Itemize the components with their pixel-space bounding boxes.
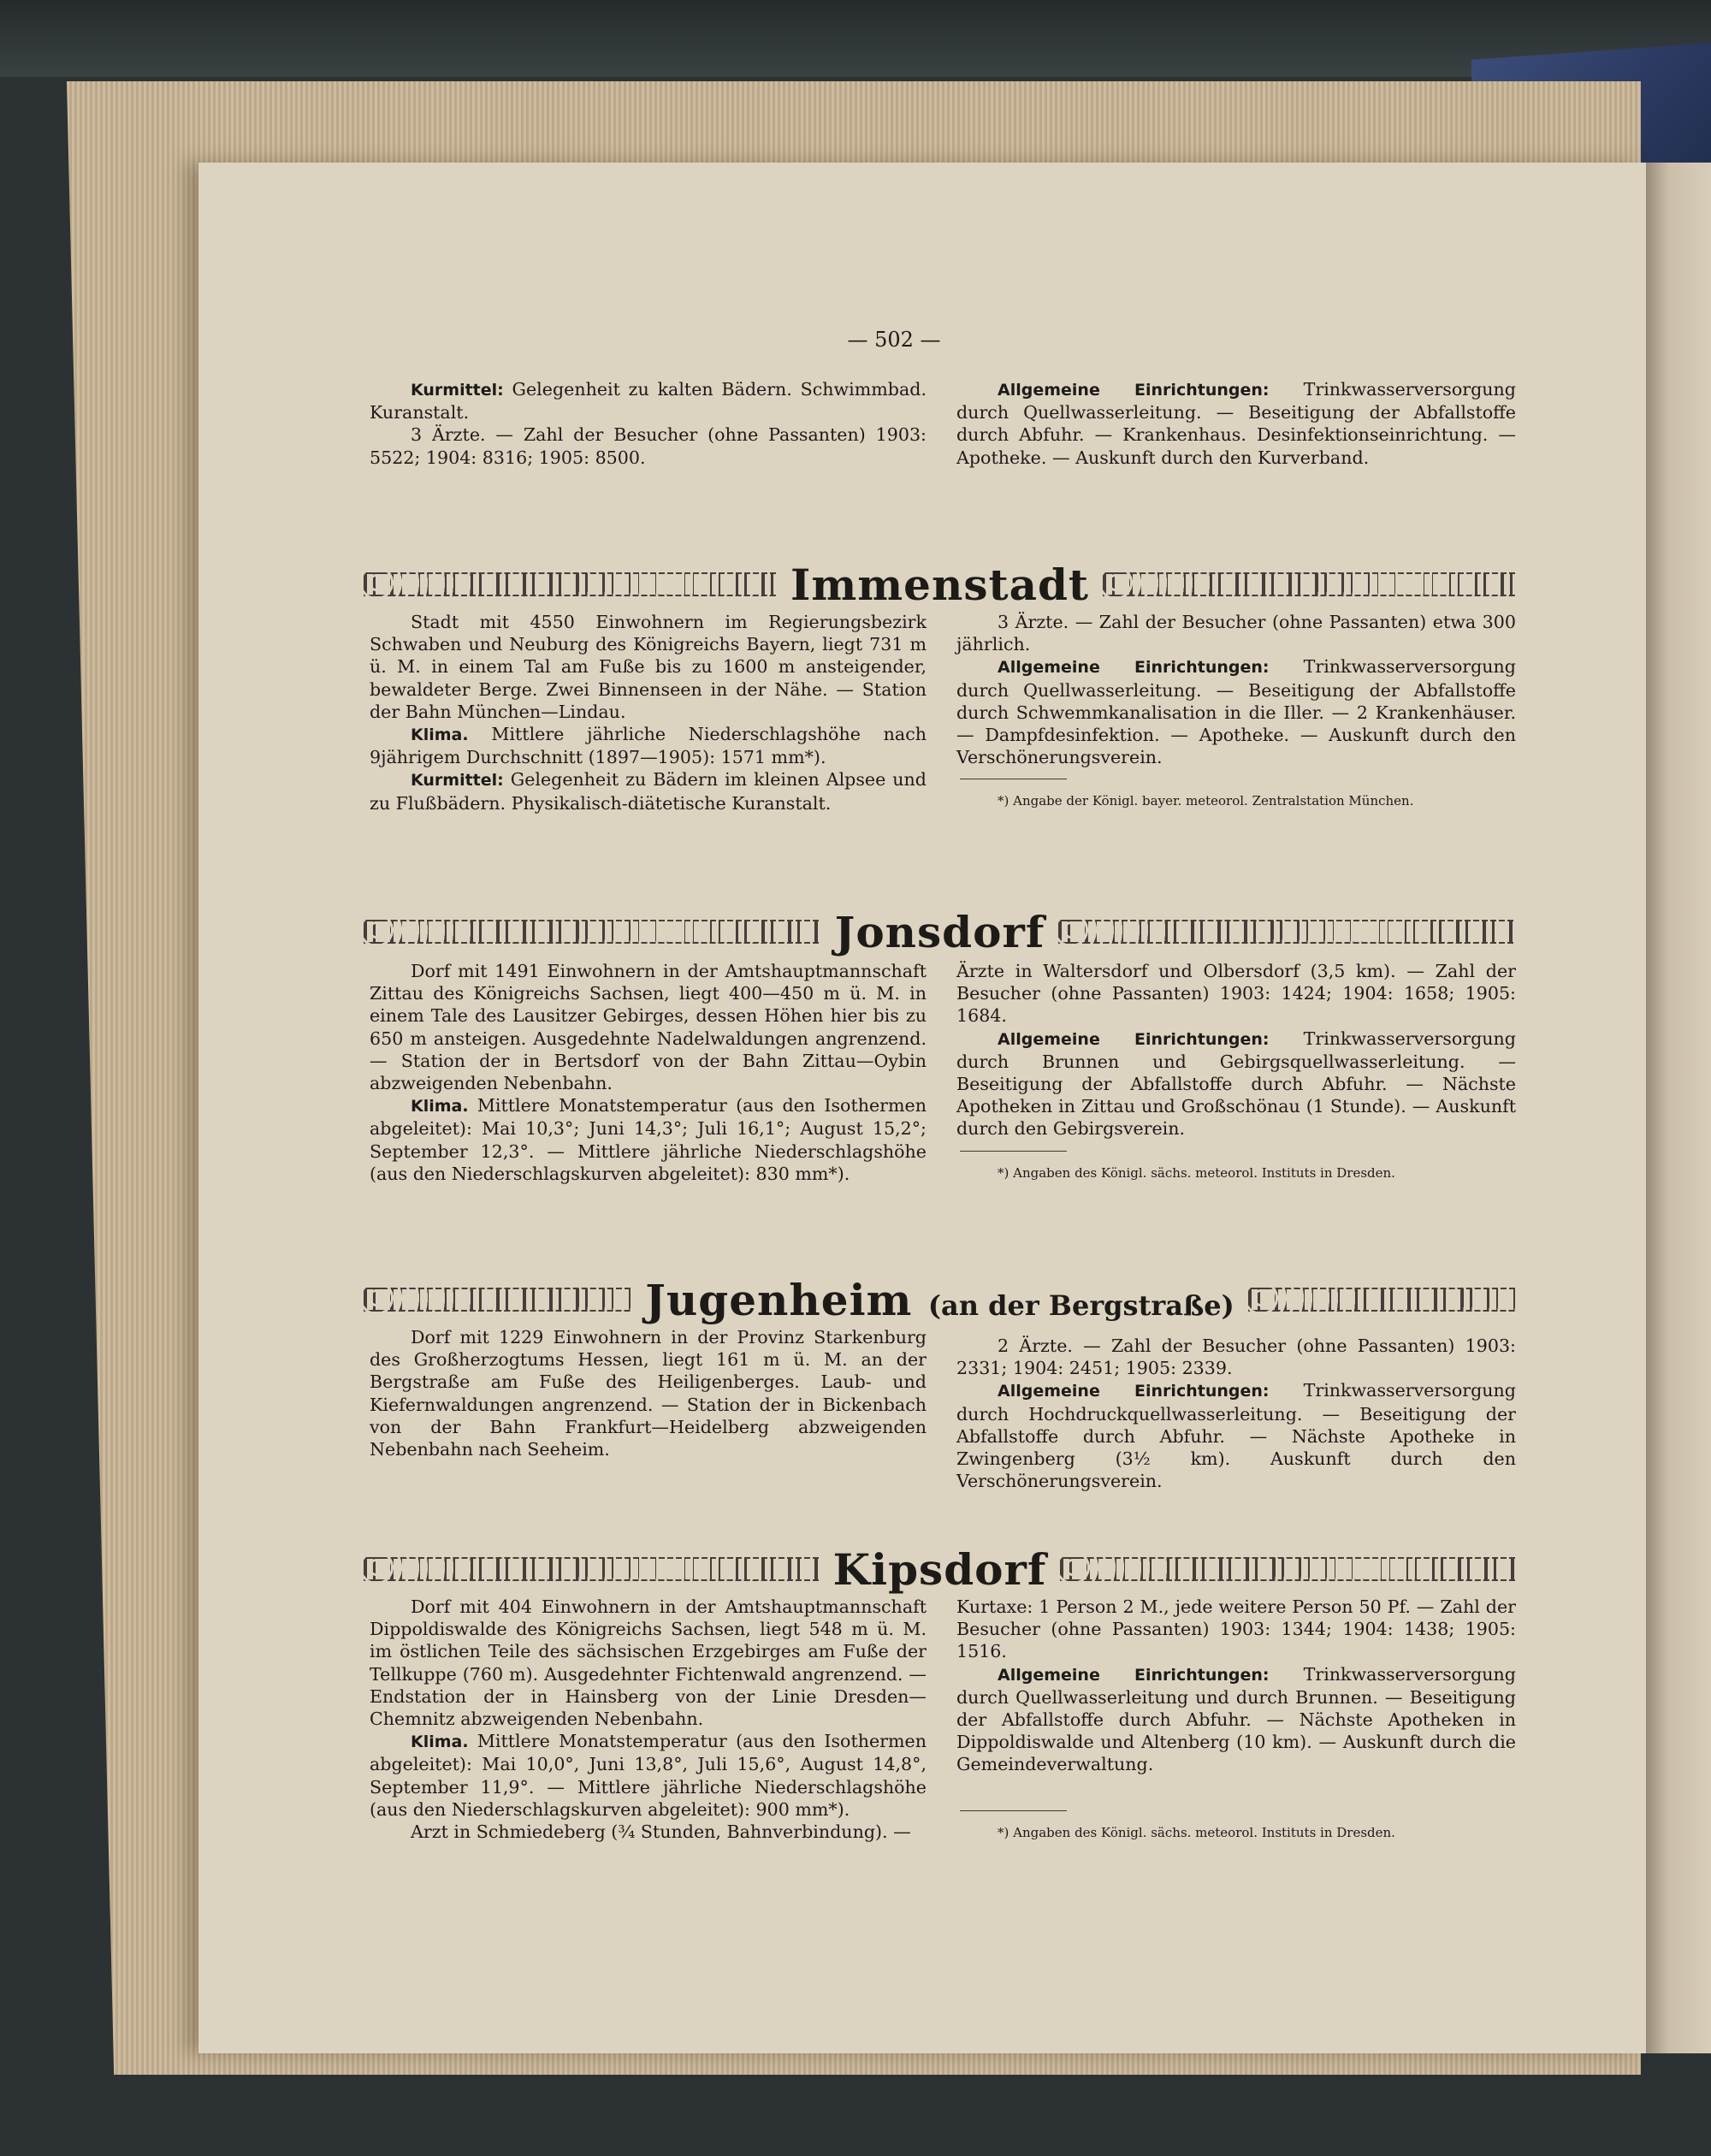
ornament-right (1058, 920, 1516, 944)
paragraph: Klima. Mittlere Monatstemperatur (aus den Isothermen abgeleitet): Mai 10,3°; Juni 14,3°; Juli 16,1°; August 15,2°; September 12,3°. — Mittlere jährliche Niederschlagshöhe (aus den Niederschlagskurven abgeleitet): 830 mm*). (370, 1095, 927, 1184)
paragraph: Stadt mit 4550 Einwohnern im Regierungsbezirk Schwaben und Neuburg des Königreichs Bayern, liegt 731 m ü. M. in einem Tal am Fuße bis zu 1600 m ansteigender, bewaldeter Berge. Zwei Binnenseen in der Nähe. — Station der Bahn München—Lindau. (370, 612, 927, 722)
footnote-rule (960, 1810, 1067, 1811)
paragraph: 3 Ärzte. — Zahl der Besucher (ohne Passanten) etwa 300 jährlich. (956, 612, 1516, 655)
paragraph: Dorf mit 1491 Einwohnern in der Amtshauptmannschaft Zittau des Königreichs Sachsen, liegt 400—450 m ü. M. in einem Tale des Lausitzer Gebirges, dessen Höhen hier bis zu 650 m ansteigen. Ausgedehnte Nadelwaldungen angrenzend. — Station der in Bertsdorf von der Bahn Zittau—Oybin abzweigenden Nebenbahn. (370, 961, 927, 1094)
section-heading-jonsdorf (364, 907, 1516, 957)
paragraph: Allgemeine Einrichtungen: Trinkwasserversorgung durch Quellwasserleitung und durch Brunnen. — Beseitigung der Abfallstoffe durch Abfuhr. — Nächste Apotheken in Dippoldiswalde und Altenberg (10 km). — Auskunft durch die Gemeindeverwaltung. (956, 1663, 1516, 1775)
paragraph: Klima. Mittlere Monatstemperatur (aus den Isothermen abgeleitet): Mai 10,0°, Juni 13,8°, Juli 15,6°, August 14,8°, September 11,9°. — Mittlere jährliche Niederschlagshöhe (aus den Niederschlagskurven abgeleitet): 900 mm*). (370, 1731, 927, 1820)
jonsdorf-right-column (956, 960, 1516, 1182)
kipsdorf-left-column (370, 1596, 927, 1843)
paragraph: Allgemeine Einrichtungen: Trinkwasserversorgung durch Quellwasserleitung. — Beseitigung der Abfallstoffe durch Schwemmkanalisation in die Iller. — 2 Krankenhäuser. — Dampfdesinfektion. — Apotheke. — Auskunft durch den Verschönerungsverein. (956, 656, 1516, 768)
paragraph: Klima. Mittlere jährliche Niederschlagshöhe nach 9jährigem Durchschnitt (1897—1905): 1571 mm*). (370, 724, 927, 768)
section-heading-jugenheim (364, 1275, 1516, 1324)
jugenheim-right-column (956, 1335, 1516, 1492)
ornament-left (364, 1557, 820, 1581)
paragraph: 2 Ärzte. — Zahl der Besucher (ohne Passanten) 1903: 2331; 1904: 2451; 1905: 2339. (956, 1336, 1516, 1379)
footnote-rule (960, 1151, 1067, 1152)
kipsdorf-right-column (956, 1596, 1516, 1842)
ornament-left (364, 572, 777, 596)
paragraph: Kurmittel: Gelegenheit zu kalten Bädern. Schwimmbad. Kuranstalt. (370, 379, 927, 424)
paragraph: Allgemeine Einrichtungen: Trinkwasserversorgung durch Hochdruckquellwasserleitung. — Beseitigung der Abfallstoffe durch Abfuhr. — Nächste Apotheke in Zwingenberg (3½ km). Auskunft durch den Verschönerungsverein. (956, 1380, 1516, 1492)
ornament-right (1248, 1288, 1516, 1312)
ornament-left (364, 920, 821, 944)
section-title: Jonsdorf (834, 906, 1045, 957)
paragraph: Arzt in Schmiedeberg (¾ Stunden, Bahnverbindung). — (411, 1821, 911, 1843)
paragraph: Kurmittel: Gelegenheit zu Bädern im kleinen Alpsee und zu Flußbädern. Physikalisch-diätetische Kuranstalt. (370, 769, 927, 814)
paragraph: Dorf mit 1229 Einwohnern in der Provinz Starkenburg des Großherzogtums Hessen, liegt 161 m ü. M. an der Bergstraße am Fuße des Heiligenberges. Laub- und Kiefernwaldungen angrenzend. — Station der in Bickenbach von der Bahn Frankfurt—Heidelberg abzweigenden Nebenbahn nach Seeheim. (370, 1327, 927, 1460)
section-heading-immenstadt (364, 560, 1516, 609)
facing-page-edge (1641, 163, 1711, 2053)
paragraph: Dorf mit 404 Einwohnern in der Amtshauptmannschaft Dippoldiswalde des Königreichs Sachsen, liegt 548 m ü. M. im östlichen Teile des sächsischen Erzgebirges am Fuße der Tellkuppe (760 m). Ausgedehnter Fichtenwald angrenzend. — Endstation der in Hainsberg von der Linie Dresden—Chemnitz abzweigenden Nebenbahn. (370, 1596, 927, 1730)
immenstadt-right-column (956, 611, 1516, 810)
paragraph: Allgemeine Einrichtungen: Trinkwasserversorgung durch Brunnen und Gebirgsquellwasserleitung. — Beseitigung der Abfallstoffe durch Abfuhr. — Nächste Apotheken in Zittau und Großschönau (1 Stunde). — Auskunft durch den Gebirgsverein. (956, 1028, 1516, 1140)
top-right-column (956, 378, 1516, 469)
page-number: — 502 — (847, 328, 941, 352)
ornament-right (1103, 572, 1516, 596)
section-title: Immenstadt (790, 559, 1090, 610)
jugenheim-left-column (370, 1326, 927, 1460)
immenstadt-left-column (370, 611, 927, 814)
jonsdorf-left-column (370, 960, 927, 1185)
footnote: *) Angabe der Königl. bayer. meteorol. Zentralstation München. (998, 793, 1414, 809)
paragraph: 3 Ärzte. — Zahl der Besucher (ohne Passanten) 1903: 5522; 1904: 8316; 1905: 8500. (370, 424, 927, 468)
paragraph: Allgemeine Einrichtungen: Trinkwasserversorgung durch Quellwasserleitung. — Beseitigung der Abfallstoffe durch Abfuhr. — Krankenhaus. Desinfektionseinrichtung. — Apotheke. — Auskunft durch den Kurverband. (956, 379, 1516, 468)
top-left-column (370, 378, 927, 469)
footnote: *) Angaben des Königl. sächs. meteorol. Instituts in Dresden. (998, 1824, 1395, 1840)
scan-background (0, 0, 1711, 77)
ornament-left (364, 1288, 631, 1312)
paragraph: Kurtaxe: 1 Person 2 M., jede weitere Person 50 Pf. — Zahl der Besucher (ohne Passanten) 1903: 1344; 1904: 1438; 1905: 1516. (956, 1596, 1516, 1662)
section-title: Kipsdorf (832, 1543, 1047, 1595)
paragraph: Ärzte in Waltersdorf und Olbersdorf (3,5 km). — Zahl der Besucher (ohne Passanten) 1903: 1424; 1904: 1658; 1905: 1684. (956, 961, 1516, 1027)
footnote: *) Angaben des Königl. sächs. meteorol. Instituts in Dresden. (998, 1164, 1395, 1181)
ornament-right (1060, 1557, 1516, 1581)
section-heading-kipsdorf (364, 1544, 1516, 1594)
section-title: Jugenheim (an der Bergstraße) (645, 1274, 1234, 1325)
section-subtitle: (an der Bergstraße) (927, 1288, 1234, 1322)
